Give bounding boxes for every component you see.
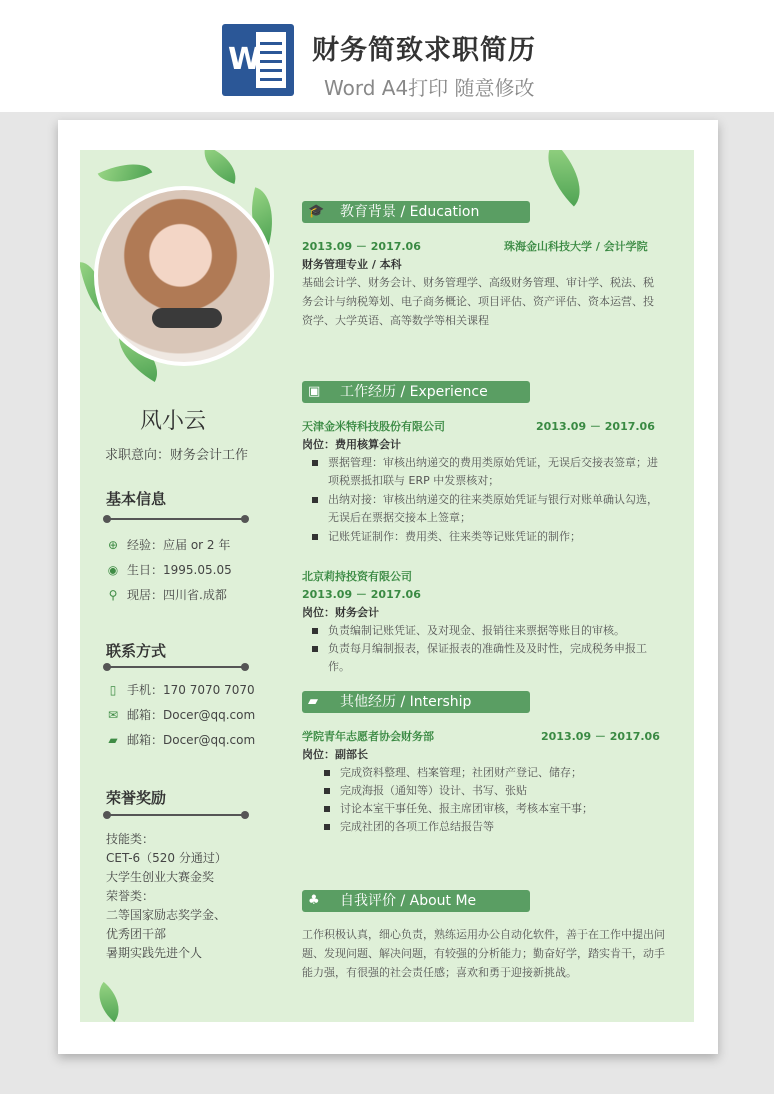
birthday-row: ◉ 生日：1995.05.05 <box>105 561 232 578</box>
basic-info-heading: 基本信息 <box>106 490 167 508</box>
intern-bullet: 完成资料整理、档案管理；社团财产登记、储存； <box>340 764 660 782</box>
intern-org: 学院青年志愿者协会财务部 <box>302 730 434 743</box>
email-row: ✉ 邮箱：Docer@qq.com <box>105 706 255 723</box>
leaf-decoration <box>88 982 129 1022</box>
job-bullet: 负责编制记账凭证、及对现金、报销往来票据等账目的审核。 <box>328 622 668 640</box>
job-company: 天津金米特科技股份有限公司 <box>302 420 445 433</box>
job-bullet: 记账凭证制作：费用类、往来类等记账凭证的制作； <box>328 528 660 546</box>
email-row: ▰ 邮箱：Docer@qq.com <box>105 731 255 748</box>
mail-icon: ✉ <box>107 708 119 722</box>
about-heading: ♣ 自我评价 / About Me <box>302 890 530 912</box>
experience-heading: ▣ 工作经历 / Experience <box>302 381 530 403</box>
intern-role: 岗位：副部长 <box>302 748 368 761</box>
location-row: ⚲ 现居：四川省.成都 <box>105 586 227 603</box>
education-courses: 基础会计学、财务会计、财务管理学、高级财务管理、审计学、税法、税务会计与纳税筹划、电子商务概论、项目评估、资产评估、资本运营、投资学、大学英语、高等数学等相关课程 <box>302 276 654 327</box>
education-heading: 🎓 教育背景 / Education <box>302 201 530 223</box>
job-bullet: 负责每月编制报表，保证报表的准确性及及时性，完成税务申报工作。 <box>328 640 668 676</box>
job-period: 2013.09 － 2017.06 <box>536 420 655 433</box>
intern-period: 2013.09 － 2017.06 <box>541 730 660 743</box>
job-role: 岗位：费用核算会计 <box>302 438 401 451</box>
honors-list: 技能类： CET-6（520 分通过） 大学生创业大赛金奖 荣誉类： 二等国家励志奖学金、 优秀团干部 暑期实践先进个人 <box>106 832 227 960</box>
job-role: 岗位：财务会计 <box>302 606 379 619</box>
chat-icon: ▰ <box>108 733 118 747</box>
section-divider <box>105 666 247 668</box>
section-divider <box>105 518 247 520</box>
job-bullet: 票据管理：审核出纳递交的费用类原始凭证，无误后交接表签章；进项税票抵扣联与 ERP 中发票核对； <box>328 454 660 490</box>
about-text: 工作积极认真，细心负责，熟练运用办公自动化软件，善于在工作中提出问题、发现问题、解决问题，有较强的分析能力；勤奋好学，踏实肯干，动手能力强，有很强的社会责任感；喜欢和勇于迎接新挑战。 <box>302 928 665 979</box>
intership-heading: ▰ 其他经历 / Intership <box>302 691 530 713</box>
leaf-decoration <box>531 150 596 207</box>
template-subtitle: Word A4打印 随意修改 <box>324 76 535 100</box>
education-school: 珠海金山科技大学 / 会计学院 <box>504 240 648 253</box>
folder-icon: ▰ <box>308 694 318 709</box>
person-name: 风小云 <box>140 409 207 434</box>
intern-bullet: 完成海报（通知等）设计、书写、张贴 <box>340 782 660 800</box>
leaf-decoration <box>197 150 243 184</box>
graduation-cap-icon: 🎓 <box>308 204 325 219</box>
job-intent: 求职意向：财务会计工作 <box>105 448 249 463</box>
word-icon: W <box>222 24 294 96</box>
target-icon: ⊕ <box>107 538 119 552</box>
section-divider <box>105 814 247 816</box>
cake-icon: ◉ <box>107 563 119 577</box>
avatar-photo <box>94 186 274 366</box>
people-icon: ♣ <box>308 893 320 908</box>
contact-heading: 联系方式 <box>106 642 167 660</box>
intern-bullet: 完成社团的各项工作总结报告等 <box>340 818 660 836</box>
honors-heading: 荣誉奖励 <box>106 789 167 807</box>
phone-row: ▯ 手机：170 7070 7070 <box>105 681 255 698</box>
template-title: 财务简致求职简历 <box>312 35 536 66</box>
intern-bullet: 讨论本室干事任免、报主席团审核，考核本室干事； <box>340 800 660 818</box>
job-period: 2013.09 － 2017.06 <box>302 588 421 601</box>
education-major: 财务管理专业 / 本科 <box>302 258 402 271</box>
briefcase-icon: ▣ <box>308 384 321 399</box>
resume-page <box>80 150 694 1022</box>
leaf-decoration <box>98 152 153 193</box>
job-bullet: 出纳对接：审核出纳递交的往来类原始凭证与银行对账单确认勾选，无误后在票据交接本上签章； <box>328 491 660 527</box>
template-header <box>0 0 774 112</box>
person-icon: ⚲ <box>108 588 118 602</box>
phone-icon: ▯ <box>109 683 117 697</box>
education-period: 2013.09 － 2017.06 <box>302 240 421 253</box>
experience-row: ⊕ 经验：应届 or 2 年 <box>105 536 230 553</box>
job-company: 北京莉持投资有限公司 <box>302 570 412 583</box>
